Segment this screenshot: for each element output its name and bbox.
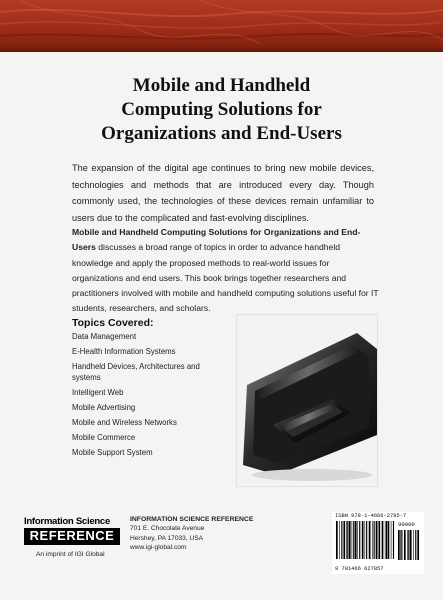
decorative-header-band xyxy=(0,0,443,52)
isbn-top-text: ISBN 978-1-4666-2785-7 xyxy=(335,513,407,519)
imprint-text: An imprint of IGI Global xyxy=(36,551,105,558)
logo-top-text: Information Science xyxy=(24,516,110,527)
description-text-1: discusses a broad range of topics in order to advance handheld knowledge and apply the proposed methods to real-world issues for organizations and end users. xyxy=(72,242,341,283)
topic-item: Intelligent Web xyxy=(72,388,124,398)
publisher-name: INFORMATION SCIENCE REFERENCE xyxy=(130,516,254,523)
topics-list xyxy=(72,331,222,462)
title-line-1: Mobile and Handheld xyxy=(132,75,311,96)
devices-illustration xyxy=(237,315,377,486)
publisher-logo xyxy=(24,516,120,545)
swirl-pattern-graphic xyxy=(0,0,443,52)
publisher-address-line-1: 701 E. Chocolate Avenue xyxy=(130,525,205,533)
isbn-bottom-text: 9 781466 627857 xyxy=(335,566,384,572)
description-book-title: Mobile and Handheld Computing Solutions for Organizations and End-Users xyxy=(72,227,361,253)
book-title xyxy=(30,74,413,146)
publisher-address-block xyxy=(130,515,253,553)
topic-item: Data Management xyxy=(72,332,137,341)
topic-item: Mobile and Wireless Networks xyxy=(72,417,177,427)
topic-item: Mobile Commerce xyxy=(72,432,136,442)
title-line-2: Computing Solutions for xyxy=(121,99,322,120)
barcode-addon-bars xyxy=(398,530,420,560)
description-text-2: This book brings together researchers and practitioners involved with mobile and handheld computing solutions useful for IT students, researchers, and scholars. xyxy=(72,272,379,314)
topic-item: Mobile Support System xyxy=(72,447,153,457)
handheld-devices-photo xyxy=(236,314,378,487)
topic-item: Handheld Devices, Architectures and systems xyxy=(72,361,200,383)
topics-heading: Topics Covered: xyxy=(72,317,154,329)
barcode-bars xyxy=(336,521,396,559)
logo-reference-box: REFERENCE xyxy=(24,528,120,545)
topic-item: Mobile Advertising xyxy=(72,403,136,413)
topic-item: E-Health Information Systems xyxy=(72,346,176,356)
title-line-3: Organizations and End-Users xyxy=(101,123,342,144)
description-paragraph xyxy=(72,225,382,317)
publisher-address-line-2: Hershey, PA 17033, USA xyxy=(130,534,204,542)
isbn-barcode xyxy=(332,512,424,574)
price-code: 90000 xyxy=(398,521,415,528)
publisher-website: www.igi-global.com xyxy=(130,544,187,552)
intro-paragraph: The expansion of the digital age continues to bring new mobile devices, technologies and methods that are introduced every day. Though commonly used, the technologies of these devices remain unfamiliar to users due to the complicated and fast-evolving disciplines. xyxy=(72,163,374,223)
